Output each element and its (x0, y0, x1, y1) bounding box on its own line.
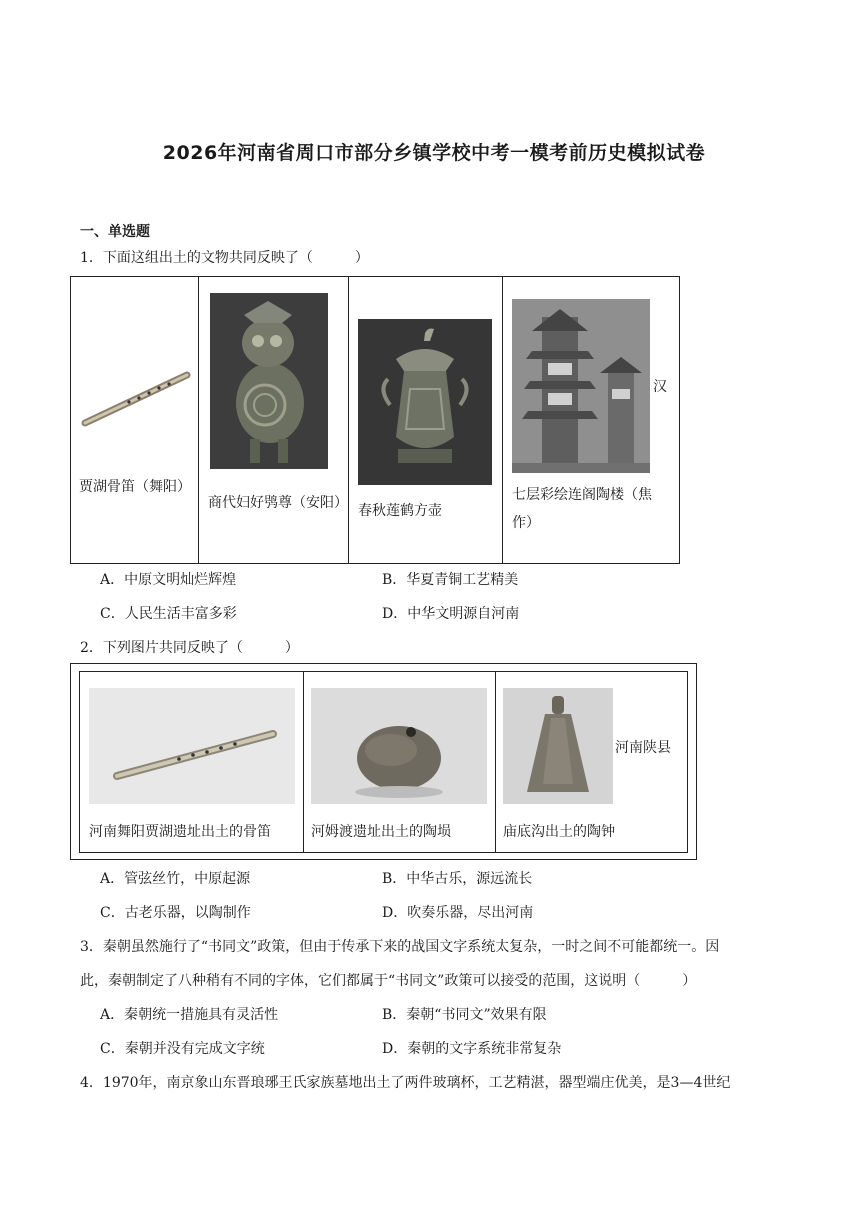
caption-pottery-tower: 七层彩绘连阁陶楼（焦作） (512, 487, 652, 531)
bone-flute-photo (89, 688, 295, 804)
lotus-crane-pot-image (358, 319, 492, 485)
side-label-han: 汉 (653, 379, 667, 395)
bone-flute-image (79, 365, 191, 435)
q1-option-a[interactable]: A．中原文明灿烂辉煌 (100, 572, 237, 588)
caption-owl-zun: 商代妇好鸮尊（安阳） (208, 495, 348, 511)
question-4-line-1: 4．1970年，南京象山东晋琅琊王氏家族墓地出土了两件玻璃杯，工艺精湛，器型端庄优美，是3—4世纪 (80, 1075, 731, 1091)
caption-pottery-bell: 庙底沟出土的陶钟 (503, 824, 615, 840)
question-2-figure (70, 663, 697, 860)
q1-option-b[interactable]: B．华夏青铜工艺精美 (382, 572, 519, 588)
q1-option-c[interactable]: C．人民生活丰富多彩 (100, 606, 237, 622)
section-heading: 一、单选题 (80, 224, 150, 240)
q3-option-c[interactable]: C．秦朝并没有完成文字统 (100, 1041, 265, 1057)
q3-option-a[interactable]: A．秦朝统一措施具有灵活性 (100, 1007, 279, 1023)
q3-option-d[interactable]: D．秦朝的文字系统非常复杂 (382, 1041, 562, 1057)
question-1-stem: 1．下面这组出土的文物共同反映了（ ） (80, 250, 369, 266)
page-title: 2026年河南省周口市部分乡镇学校中考一模考前历史模拟试卷 (162, 142, 706, 164)
question-3-line-2: 此，秦朝制定了八种稍有不同的字体，它们都属于“书同文”政策可以接受的范围，这说明（ ） (80, 973, 697, 989)
pottery-bell-photo (503, 688, 613, 804)
q2-option-d[interactable]: D．吹奏乐器，尽出河南 (382, 905, 534, 921)
caption-lotus-crane-pot: 春秋莲鹤方壶 (358, 503, 442, 519)
q2-option-b[interactable]: B．中华古乐，源远流长 (382, 871, 533, 887)
owl-zun-image (210, 293, 328, 469)
side-label-shaanxian: 河南陕县 (615, 740, 671, 756)
question-3-line-1: 3．秦朝虽然施行了“书同文”政策，但由于传承下来的战国文字系统太复杂，一时之间不可能都统一。因 (80, 939, 720, 955)
q1-option-d[interactable]: D．中华文明源自河南 (382, 606, 520, 622)
q2-option-a[interactable]: A．管弦丝竹，中原起源 (100, 871, 251, 887)
q3-option-b[interactable]: B．秦朝“书同文”效果有限 (382, 1007, 547, 1023)
question-2-stem: 2．下列图片共同反映了（ ） (80, 640, 299, 656)
pottery-xun-photo (311, 688, 487, 804)
question-1-figure (70, 276, 680, 564)
caption-bone-flute-jiahu: 河南舞阳贾湖遗址出土的骨笛 (89, 824, 271, 840)
pottery-tower-image (512, 299, 650, 473)
caption-bone-flute: 贾湖骨笛（舞阳） (79, 479, 191, 495)
caption-pottery-xun: 河姆渡遗址出土的陶埙 (311, 824, 451, 840)
q2-option-c[interactable]: C．古老乐器，以陶制作 (100, 905, 251, 921)
